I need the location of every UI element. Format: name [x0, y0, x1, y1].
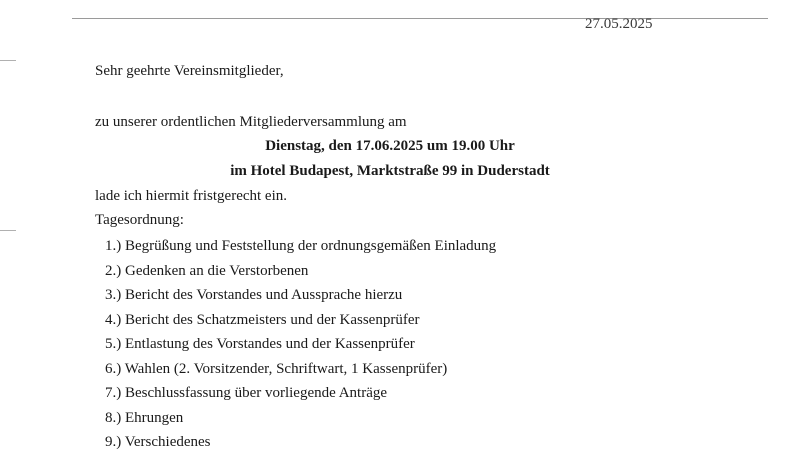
invitation-text: lade ich hiermit fristgerecht ein.	[95, 188, 288, 204]
intro-text: zu unserer ordentlichen Mitgliederversammlung am	[95, 114, 407, 130]
header-rule	[72, 18, 768, 19]
meeting-place: im Hotel Budapest, Marktstraße 99 in Duderstadt	[230, 163, 550, 179]
agenda-item-motions: 7.) Beschlussfassung über vorliegende Anträge	[105, 385, 388, 401]
fold-mark-middle	[0, 230, 16, 231]
meeting-date: Dienstag, den 17.06.2025 um 19.00 Uhr	[265, 138, 515, 154]
agenda-item-honors: 8.) Ehrungen	[105, 409, 184, 426]
letter-date: 27.05.2025	[585, 16, 653, 32]
fold-mark-top	[0, 60, 16, 61]
agenda-item-treasurer-report: 4.) Bericht des Schatzmeisters und der Kassenprüfer	[105, 311, 420, 328]
agenda-item-remembrance: 2.) Gedenken an die Verstorbenen	[105, 262, 309, 279]
agenda-item-miscellaneous: 9.) Verschiedenes	[105, 434, 211, 450]
agenda-item-greeting: 1.) Begrüßung und Feststellung der ordnungsgemäßen Einladung	[105, 238, 497, 254]
agenda-item-elections: 6.) Wahlen (2. Vorsitzender, Schriftwart, 1 Kassenprüfer)	[105, 360, 448, 377]
agenda-item-board-report: 3.) Bericht des Vorstandes und Aussprache hierzu	[105, 287, 403, 303]
salutation: Sehr geehrte Vereinsmitglieder,	[95, 63, 284, 79]
agenda-list	[105, 236, 496, 450]
agenda-heading: Tagesordnung:	[95, 212, 184, 228]
agenda-item-discharge: 5.) Entlastung des Vorstandes und der Kassenprüfer	[105, 336, 415, 352]
